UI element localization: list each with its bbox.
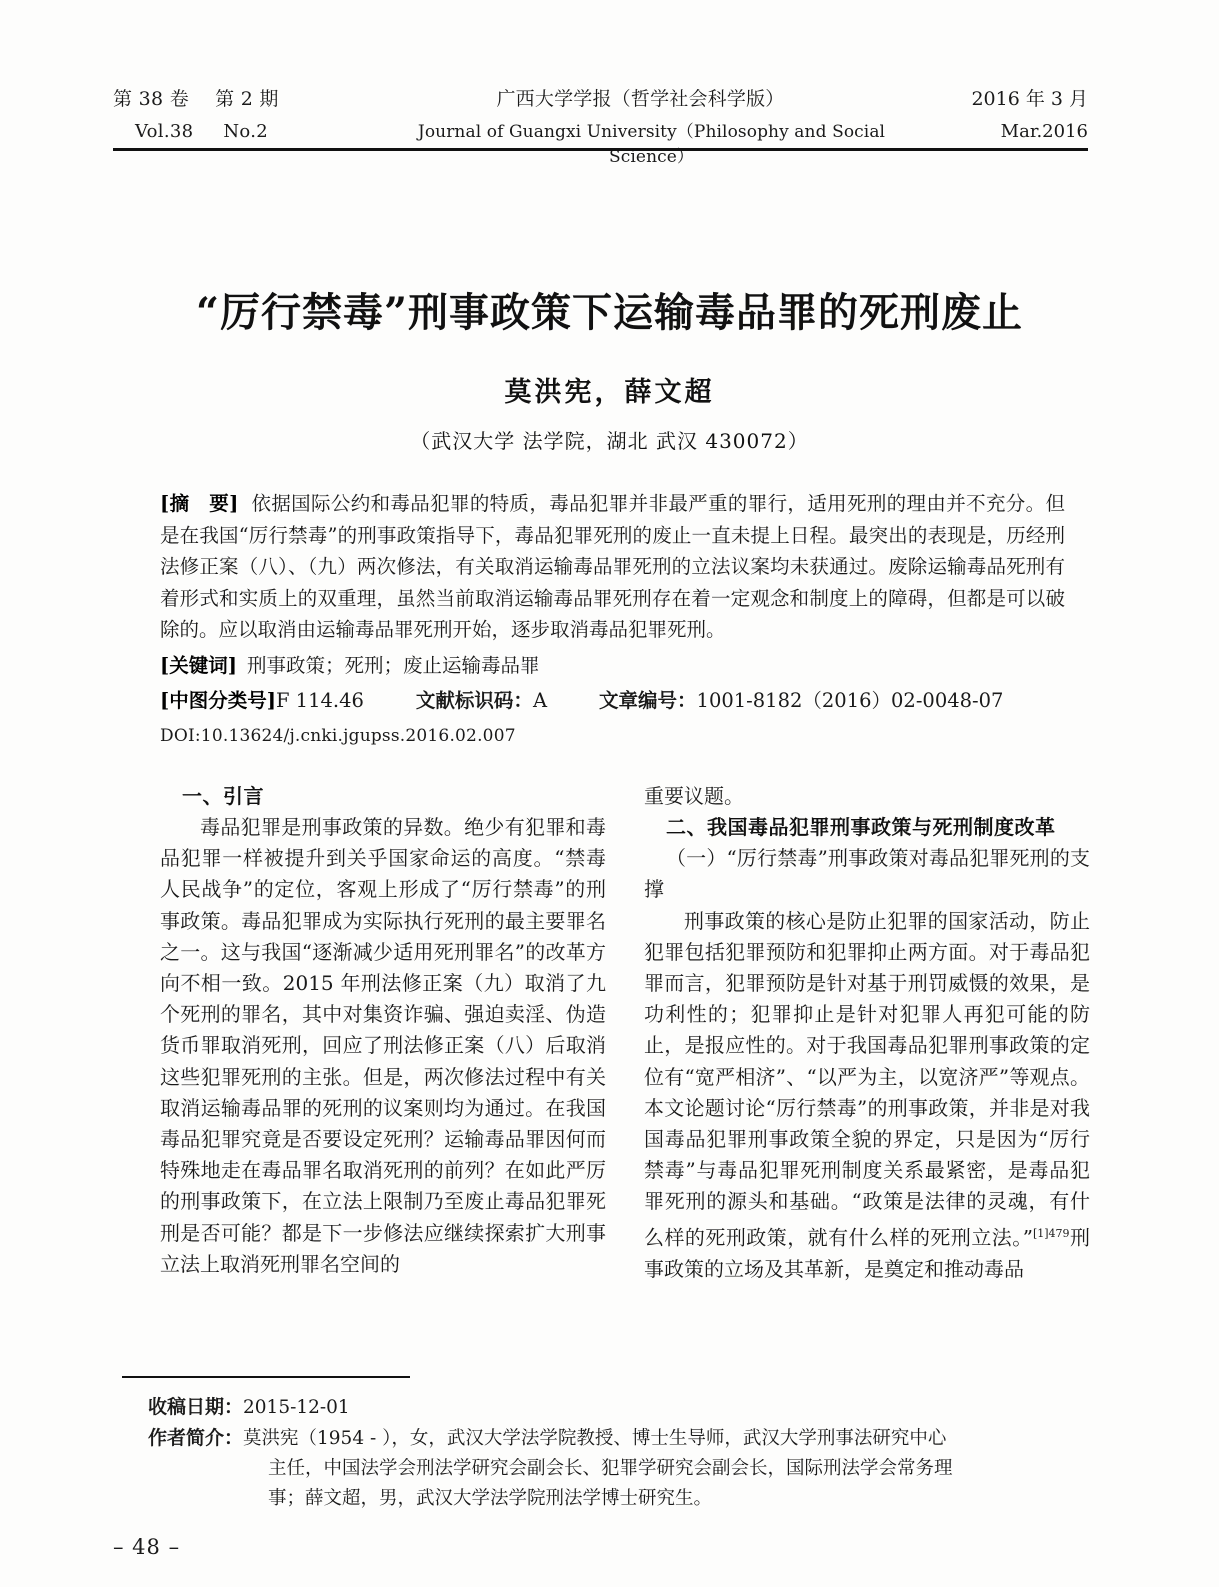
left-column-paragraph: 毒品犯罪是刑事政策的异数。绝少有犯罪和毒品犯罪一样被提升到关乎国家命运的高度。“禁毒人民战争”的定位，客观上形成了“厉行禁毒”的刑事政策。毒品犯罪成为实际执行死刑的最主要罪名之一。这与我国“逐渐减少适用死刑罪名”的改革方向不相一致。2015 年刑法修正案（九）取消了九个死刑的罪名，其中对集资诈骗、强迫卖淫、伪造货币罪取消死刑，回应了刑法修正案（八）后取消这些犯罪死刑的主张。但是，两次修法过程中有关取消运输毒品罪的死刑的议案则均为通过。在我国毒品犯罪究竟是否要设定死刑？运输毒品罪因何而特殊地走在毒品罪名取消死刑的前列？在如此严厉的刑事政策下，在立法上限制乃至废止毒品犯罪死刑是否可能？都是下一步修法应继续探索扩大刑事立法上取消死刑罪名空间的	[160, 815, 606, 1276]
journal-name-cn: 广西大学学报（哲学社会科学版）	[496, 88, 785, 110]
clc-segment	[160, 685, 364, 717]
volume-en: Vol.38	[135, 121, 194, 142]
article-id-value: 1001-8182（2016）02-0048-07	[696, 689, 1004, 712]
received-date-label: 收稿日期：	[148, 1396, 244, 1418]
journal-name-en: Journal of Guangxi University（Philosophy and Social Science）	[417, 122, 886, 167]
right-column-paragraph	[644, 906, 1090, 1285]
author-bio-line-3: 事；薛文超，男，武汉大学法学院刑法学博士研究生。	[268, 1488, 713, 1509]
page-number: – 48 –	[113, 1535, 181, 1559]
article-id-label: 文章编号：	[599, 689, 697, 712]
left-section-heading: 一、引言	[182, 784, 264, 808]
keywords-label: [关键词]	[160, 653, 237, 677]
body-two-column-layout	[160, 781, 1090, 1346]
masthead-row-english	[113, 117, 1088, 167]
right-subsection-heading: （一）“厉行禁毒”刑事政策对毒品犯罪死刑的支撑	[644, 846, 1090, 902]
right-paragraph-pre-citation: 刑事政策的核心是防止犯罪的国家活动，防止犯罪包括犯罪预防和犯罪抑止两方面。对于毒品犯罪而言，犯罪预防是针对基于刑罚威慑的效果，是功利性的；犯罪抑止是针对犯罪人再犯可能的防止，是报应性的。对于我国毒品犯罪刑事政策的定位有“宽严相济”、“以严为主，以宽济严”等观点。本文论题讨论“厉行禁毒”的刑事政策，并非是对我国毒品犯罪刑事政策全貌的界定，只是因为“厉行禁毒”与毒品犯罪死刑制度关系最紧密，是毒品犯罪死刑的源头和基础。“政策是法律的灵魂，有什么样的死刑政策，就有什么样的死刑立法。”	[644, 908, 1090, 1250]
abstract-text: 依据国际公约和毒品犯罪的特质，毒品犯罪并非最严重的罪行，适用死刑的理由并不充分。但是在我国“厉行禁毒”的刑事政策指导下，毒品犯罪死刑的废止一直未提上日程。最突出的表现是，历经刑法修正案（八）、（九）两次修法，有关取消运输毒品罪死刑的立法议案均未获通过。废除运输毒品死刑有着形式和实质上的双重理，虽然当前取消运输毒品罪死刑存在着一定观念和制度上的障碍，但都是可以破除的。应以取消由运输毒品罪死刑开始，逐步取消毒品犯罪死刑。	[160, 492, 1065, 641]
issue-en: No.2	[223, 121, 269, 142]
footnote-block	[148, 1392, 1093, 1514]
keywords-text: 刑事政策；死刑；废止运输毒品罪	[246, 653, 540, 677]
abstract-paragraph	[160, 488, 1065, 646]
author-bio-line-1: 莫洪宪（1954 - ），女，武汉大学法学院教授、博士生导师，武汉大学刑事法研究中心	[243, 1428, 947, 1449]
masthead-volume-issue-en	[113, 121, 385, 142]
received-date-value: 2015-12-01	[243, 1397, 350, 1418]
author-affiliation: （武汉大学 法学院，湖北 武汉 430072）	[410, 429, 809, 453]
keywords-line	[160, 650, 1065, 682]
abstract-label: [摘 要]	[160, 492, 239, 515]
issue-date-cn: 2016 年 3 月	[971, 88, 1088, 110]
classification-line	[160, 685, 1065, 717]
article-id-segment	[599, 685, 1003, 717]
masthead-divider	[113, 148, 1088, 151]
volume-cn: 第 38 卷	[113, 88, 190, 110]
right-paragraph-post-citation: 刑事政策的立场及其革新，是奠定和推动毒品	[644, 1225, 1090, 1281]
author-bio-row	[148, 1423, 1093, 1454]
citation-marker: [1]479	[1032, 1226, 1070, 1240]
masthead-row-chinese	[113, 84, 1088, 111]
issue-date-en: Mar.2016	[1000, 121, 1088, 142]
issue-cn: 第 2 期	[215, 88, 279, 110]
received-date-row	[148, 1392, 1093, 1423]
clc-label: [中图分类号]	[160, 689, 276, 712]
left-column	[160, 781, 606, 1346]
masthead-volume-issue-cn	[113, 84, 363, 111]
doc-code-label: 文献标识码：	[415, 689, 533, 712]
article-authors: 莫洪宪，薛文超	[504, 377, 715, 408]
article-title: “厉行禁毒”刑事政策下运输毒品罪的死刑废止	[195, 289, 1023, 336]
abstract-block	[160, 488, 1065, 746]
footnote-divider	[122, 1376, 410, 1378]
right-column	[644, 781, 1090, 1346]
running-header	[113, 84, 1088, 167]
right-column-continuation: 重要议题。	[644, 784, 744, 808]
clc-value: F 114.46	[275, 689, 364, 712]
author-bio-line-2: 主任，中国法学会刑法学研究会副会长、犯罪学研究会副会长，国际刑法学会常务理	[268, 1458, 953, 1479]
doc-code-value: A	[532, 689, 548, 712]
doi-line: DOI:10.13624/j.cnki.jgupss.2016.02.007	[160, 725, 516, 746]
right-section-heading: 二、我国毒品犯罪刑事政策与死刑制度改革	[666, 815, 1056, 840]
doc-code-segment	[416, 685, 547, 717]
author-bio-label: 作者简介：	[148, 1427, 244, 1449]
